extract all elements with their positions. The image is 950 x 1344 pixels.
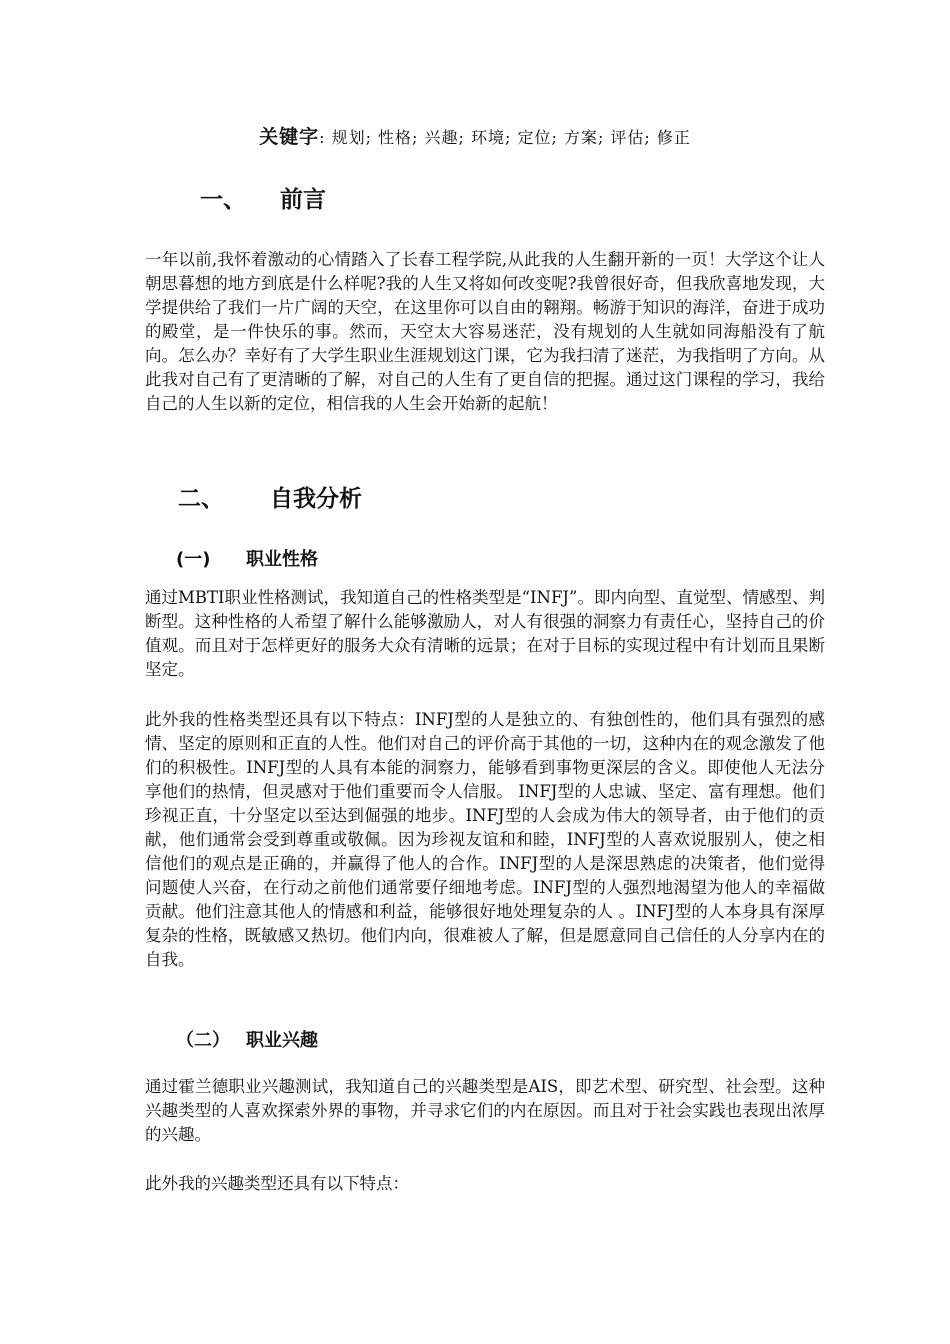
subsection-number: （二） <box>176 1030 230 1051</box>
subsection-heading-career-interest <box>176 1028 376 1054</box>
keywords-list: : 规划; 性格; 兴趣; 环境; 定位; 方案; 评估; 修正 <box>319 128 691 147</box>
section-title: 自我分析 <box>270 486 362 512</box>
subsection-title: 职业兴趣 <box>246 1030 318 1051</box>
paragraph: 通过霍兰德职业兴趣测试，我知道自己的兴趣类型是AIS，即艺术型、研究型、社会型。这种兴趣类型的人喜欢探索外界的事物，并寻求它们的内在原因。而且对于社会实践也表现出浓厚的兴趣。 <box>145 1077 825 1144</box>
subsection-heading-career-personality <box>176 547 376 573</box>
section-number: 二、 <box>178 486 224 512</box>
section-heading-preface <box>200 185 400 215</box>
section-heading-self-analysis <box>178 484 438 514</box>
section-title: 前言 <box>280 187 326 213</box>
paragraph: 通过MBTI职业性格测试，我知道自己的性格类型是“INFJ”。即内向型、直觉型、情感型、判断型。这种性格的人希望了解什么能够激励人，对人有很强的洞察力有责任心，坚持自己的价值观。而且对于怎样更好的服务大众有清晰的远景；在对于目标的实现过程中有计划而且果断坚定。 <box>145 588 825 679</box>
subsection-title: 职业性格 <box>246 549 318 570</box>
paragraph: 此外我的兴趣类型还具有以下特点： <box>145 1174 409 1193</box>
paragraph: 此外我的性格类型还具有以下特点：INFJ型的人是独立的、有独创性的，他们具有强烈的感情、坚定的原则和正直的人性。他们对自己的评价高于其他的一切，这种内在的观念激发了他们的积极性。INFJ型的人具有本能的洞察力，能够看到事物更深层的含义。即使他人无法分享他们的热情，但灵感对于他们重要而令人信服。 INFJ型的人忠诚、坚定、富有理想。他们珍视正直，十分坚定以至达到倔强的地步。INFJ型的人会成为伟大的领导者，由于他们的贡献，他们通常会受到尊重或敬佩。因为珍视友谊和和睦，INFJ型的人喜欢说服别人，使之相信他们的观点是正确的，并赢得了他人的合作。INFJ型的人是深思熟虑的决策者，他们觉得问题使人兴奋，在行动之前他们通常要仔细地考虑。INFJ型的人强烈地渴望为他人的幸福做贡献。他们注意其他人的情感和利益，能够很好地处理复杂的人 。INFJ型的人本身具有深厚复杂的性格，既敏感又热切。他们内向，很难被人了解，但是愿意同自己信任的人分享内在的自我。 <box>145 710 825 969</box>
section-number: 一、 <box>200 187 246 213</box>
keywords-line <box>0 124 950 151</box>
paragraph: 一年以前,我怀着激动的心情踏入了长春工程学院,从此我的人生翻开新的一页！大学这个让人朝思暮想的地方到底是什么样呢?我的人生又将如何改变呢?我曾很好奇，但我欣喜地发现，大学提供给了我们一片广阔的天空，在这里你可以自由的翱翔。畅游于知识的海洋，奋进于成功的殿堂，是一件快乐的事。然而，天空太大容易迷茫，没有规划的人生就如同海船没有了航向。怎么办？幸好有了大学生职业生涯规划这门课，它为我扫清了迷茫，为我指明了方向。从此我对自己有了更清晰的了解，对自己的人生有了更自信的把握。通过这门课程的学习，我给自己的人生以新的定位，相信我的人生会开始新的起航！ <box>145 250 825 413</box>
subsection-number: (一) <box>176 549 211 570</box>
keywords-label: 关键字 <box>259 126 320 148</box>
